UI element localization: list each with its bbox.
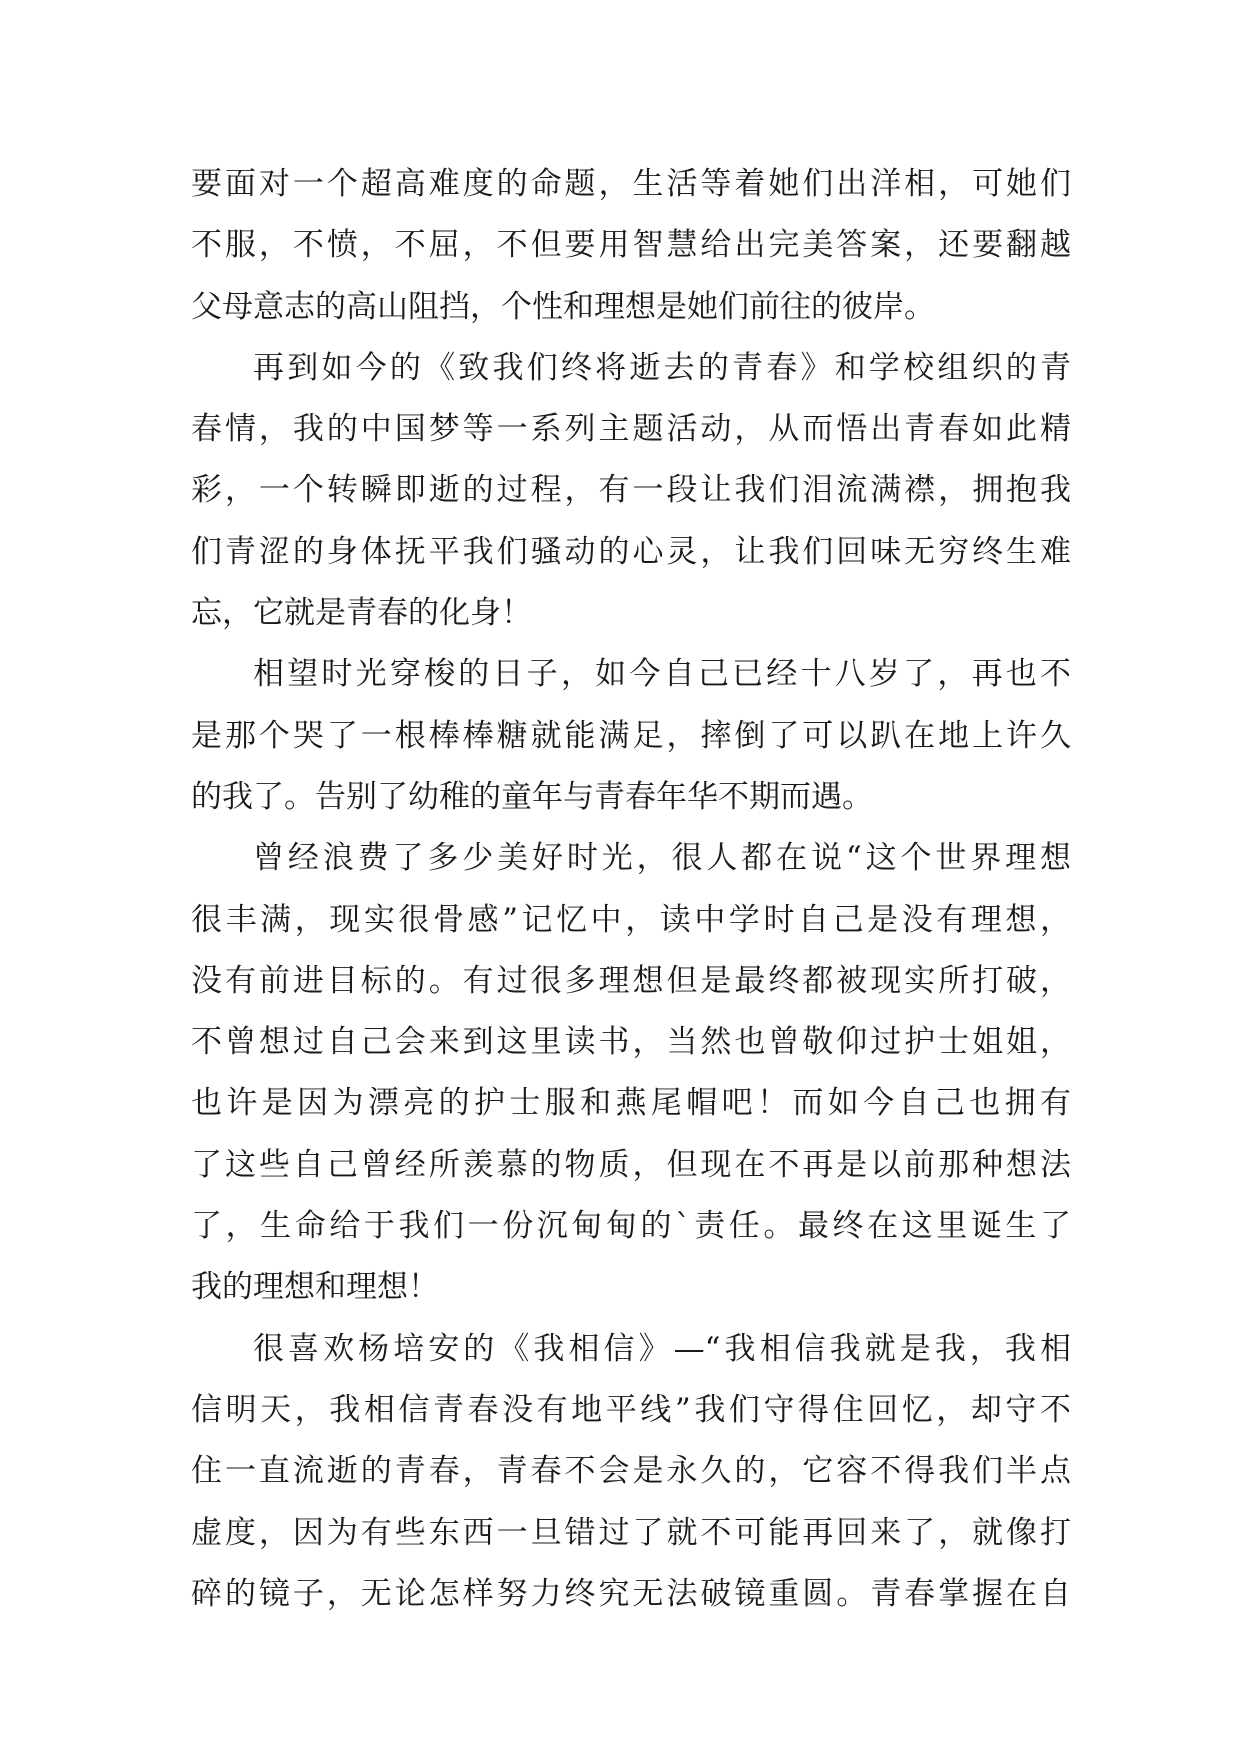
text-line: 我的理想和理想！ — [191, 1269, 439, 1306]
text-line: 是那个哭了一根棒棒糖就能满足，摔倒了可以趴在地上许久 — [191, 717, 1071, 754]
text-line: 要面对一个超高难度的命题，生活等着她们出洋相，可她们 — [191, 166, 1071, 202]
text-line: 没有前进目标的。有过很多理想但是最终都被现实所打破， — [191, 962, 1071, 999]
text-line: 住一直流逝的青春，青春不会是永久的，它容不得我们半点 — [191, 1453, 1071, 1490]
text-line: 曾经浪费了多少美好时光，很人都在说“这个世界理想 — [253, 840, 1071, 877]
text-line: 很丰满，现实很骨感”记忆中，读中学时自己是没有理想， — [191, 901, 1071, 938]
text-line: 信明天，我相信青春没有地平线”我们守得住回忆，却守不 — [191, 1391, 1071, 1428]
text-line: 了这些自己曾经所羡慕的物质，但现在不再是以前那种想法 — [191, 1146, 1071, 1183]
text-line: 也许是因为漂亮的护士服和燕尾帽吧！而如今自己也拥有 — [191, 1085, 1071, 1122]
body-text — [191, 160, 1071, 1631]
text-line: 春情，我的中国梦等一系列主题活动，从而悟出青春如此精 — [191, 411, 1071, 448]
text-line: 相望时光穿梭的日子，如今自己已经十八岁了，再也不 — [253, 656, 1071, 693]
text-line: 父母意志的高山阻挡，个性和理想是她们前往的彼岸。 — [191, 288, 935, 325]
text-line: 再到如今的《致我们终将逝去的青春》和学校组织的青 — [253, 349, 1071, 386]
text-line: 的我了。告别了幼稚的童年与青春年华不期而遇。 — [191, 778, 873, 815]
text-line: 碎的镜子，无论怎样努力终究无法破镜重圆。青春掌握在自 — [191, 1575, 1071, 1612]
text-line: 忘，它就是青春的化身！ — [191, 595, 532, 632]
text-line: 很喜欢杨培安的《我相信》—“我相信我就是我，我相 — [253, 1330, 1071, 1367]
text-line: 了，生命给于我们一份沉甸甸的`责任。最终在这里诞生了 — [191, 1208, 1071, 1245]
text-line: 虚度，因为有些东西一旦错过了就不可能再回来了，就像打 — [191, 1514, 1071, 1551]
text-line: 不服，不愤，不屈，不但要用智慧给出完美答案，还要翻越 — [191, 227, 1071, 264]
text-line: 们青涩的身体抚平我们骚动的心灵，让我们回味无穷终生难 — [191, 533, 1071, 570]
text-line: 不曾想过自己会来到这里读书，当然也曾敬仰过护士姐姐， — [191, 1024, 1071, 1061]
text-line: 彩，一个转瞬即逝的过程，有一段让我们泪流满襟，拥抱我 — [191, 472, 1071, 509]
